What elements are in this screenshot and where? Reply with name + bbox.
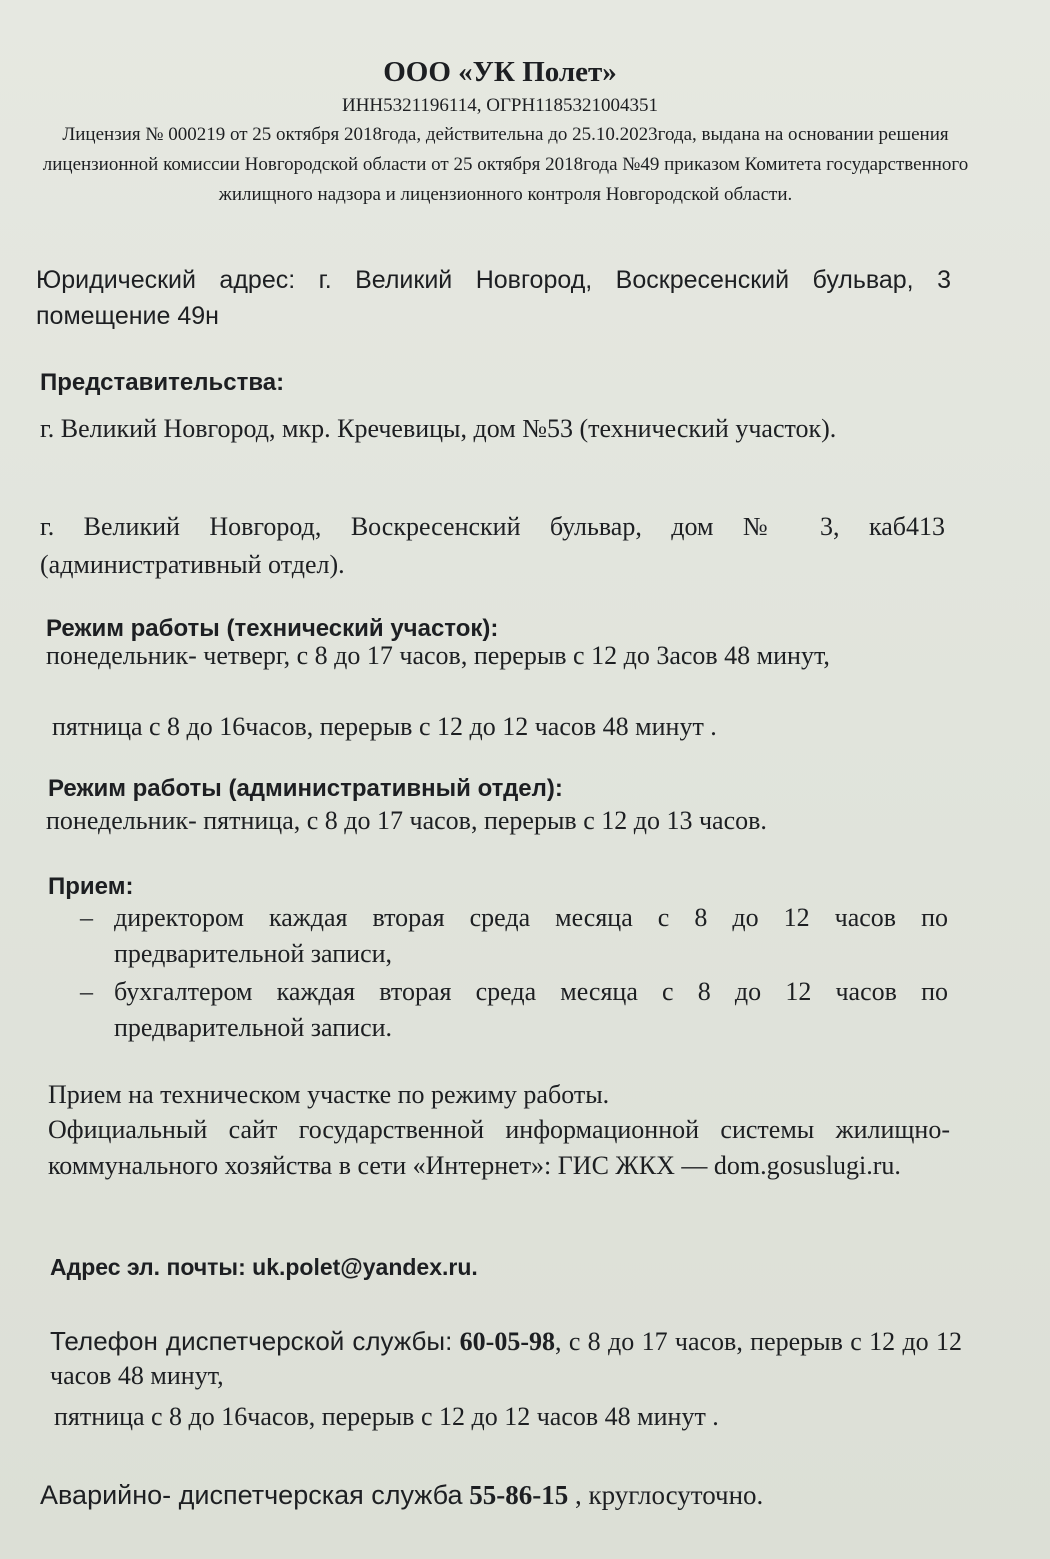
company-name: ООО «УК Полет» <box>383 56 617 88</box>
emergency-line <box>40 1478 763 1512</box>
email-address: uk.polet@yandex.ru. <box>252 1254 478 1280</box>
list-item <box>80 974 948 1046</box>
reception-accountant: бухгалтером каждая вторая среда месяца с 8 до 12 часов по предварительной записи. <box>114 977 948 1042</box>
email-label: Адрес эл. почты: <box>50 1254 246 1280</box>
admin-schedule-heading: Режим работы (административный отдел): <box>48 775 563 802</box>
technical-schedule-heading: Режим работы (технический участок): <box>46 615 499 642</box>
dispatch-phone-line <box>50 1324 962 1393</box>
license-info: Лицензия № 000219 от 25 октября 2018года, действительна до 25.10.2023года, выдана на основании решения лицензионной комиссии Новгородской области от 25 октября 2018года №49 приказом Комитета государственного жилищного надзора и лицензионного контроля Новгородской области. <box>42 124 969 205</box>
dispatch-friday: пятница с 8 до 16часов, перерыв с 12 до 12 часов 48 минут . <box>54 1402 719 1431</box>
emergency-hours: , круглосуточно. <box>568 1480 764 1510</box>
representation-item: г. Великий Новгород, Воскресенский бульвар, дом № 3, каб413 (административный отдел). <box>40 512 945 579</box>
technical-reception-note: Прием на техническом участке по режиму работы. <box>48 1080 610 1109</box>
email-line <box>50 1250 478 1284</box>
technical-schedule-weekdays: понедельник- четверг, с 8 до 17 часов, перерыв с 12 до 3асов 48 минут, <box>46 641 830 670</box>
emergency-label: Аварийно- диспетчерская служба <box>40 1480 463 1510</box>
representations-heading: Представительства: <box>40 369 285 396</box>
dispatch-label: Телефон диспетчерской службы: <box>50 1326 453 1356</box>
reception-director: директором каждая вторая среда месяца с 8 до 12 часов по предварительной записи, <box>114 903 948 968</box>
representation-item: г. Великий Новгород, мкр. Кречевицы, дом №53 (технический участок). <box>40 414 837 443</box>
company-ids: ИНН5321196114, ОГРН1185321004351 <box>341 95 659 116</box>
dispatch-hours: , с 8 до 17 часов, перерыв с 12 до 12 часов 48 минут, <box>50 1327 962 1390</box>
official-site: Официальный сайт государственной информационной системы жилищно- коммунального хозяйства в сети «Интернет»: ГИС ЖКХ — dom.gosuslugi.ru. <box>48 1115 950 1180</box>
emergency-phone: 55-86-15 <box>469 1480 569 1510</box>
legal-address: Юридический адрес: г. Великий Новгород, Воскресенский бульвар, 3 помещение 49н <box>36 266 951 330</box>
admin-schedule-weekdays: понедельник- пятница, с 8 до 17 часов, перерыв с 12 до 13 часов. <box>46 806 767 835</box>
list-dash: – <box>80 903 93 932</box>
technical-schedule-friday: пятница с 8 до 16часов, перерыв с 12 до 12 часов 48 минут . <box>52 712 717 741</box>
list-item <box>80 900 948 972</box>
dispatch-phone: 60-05-98 <box>459 1327 555 1356</box>
list-dash: – <box>80 977 93 1006</box>
reception-heading: Прием: <box>48 873 134 900</box>
